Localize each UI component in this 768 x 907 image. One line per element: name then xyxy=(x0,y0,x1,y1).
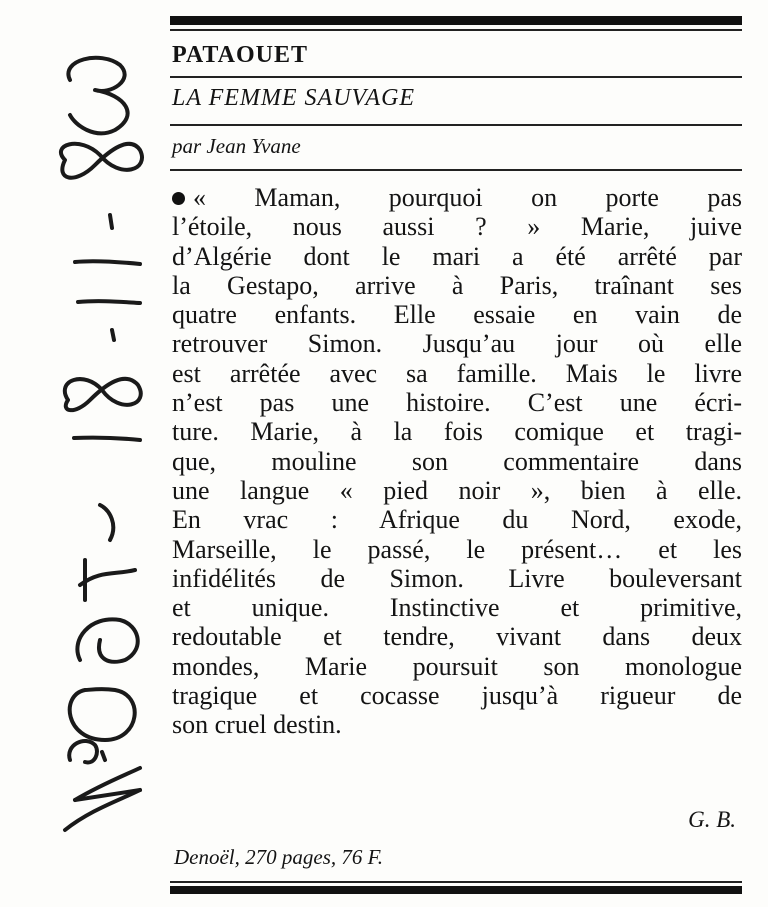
body-line: l’étoile, nous aussi ? » Marie, juive xyxy=(172,212,742,242)
body-line: d’Algérie dont le mari a été arrêté par xyxy=(172,241,742,271)
title-rule xyxy=(170,124,742,126)
body-line: infidélités de Simon. Livre bouleversant xyxy=(172,563,742,593)
body-line: En vrac : Afrique du Nord, exode, xyxy=(172,505,742,535)
body-line: la Gestapo, arrive à Paris, traînant ses xyxy=(172,270,742,300)
body-line: Marseille, le passé, le présent… et les xyxy=(172,534,742,564)
handwritten-annotation xyxy=(40,40,160,840)
series-label: PATAOUET xyxy=(172,42,309,68)
series-rule xyxy=(170,76,742,78)
body-line: que, mouline son commentaire dans xyxy=(172,446,742,476)
publisher-info: Denoël, 270 pages, 76 F. xyxy=(174,845,384,869)
reviewer-signature: G. B. xyxy=(688,807,736,832)
bullet-icon xyxy=(172,192,185,205)
top-rule xyxy=(170,16,742,25)
top-rule-thin xyxy=(170,29,742,31)
body-line: ture. Marie, à la fois comique et tragi- xyxy=(172,417,742,447)
body-line: retrouver Simon. Jusqu’au jour où elle xyxy=(172,329,742,359)
body-line: tragique et cocasse jusqu’à rigueur de xyxy=(172,681,742,711)
author-rule xyxy=(170,169,742,171)
body-line: son cruel destin. xyxy=(172,710,342,740)
body-line: mondes, Marie poursuit son monologue xyxy=(172,651,742,681)
bottom-rule-thin xyxy=(170,881,742,883)
body-line: et unique. Instinctive et primitive, xyxy=(172,593,742,623)
body-line: n’est pas une histoire. C’est une écri- xyxy=(172,388,742,418)
body-line: redoutable et tendre, vivant dans deux xyxy=(172,622,742,652)
body-line: quatre enfants. Elle essaie en vain de xyxy=(172,300,742,330)
body-line: « Maman, pourquoi on porte pas xyxy=(172,183,742,212)
body-line: est arrêtée avec sa famille. Mais le livre xyxy=(172,358,742,388)
book-author: par Jean Yvane xyxy=(172,134,301,158)
review-body xyxy=(172,183,742,740)
bottom-rule xyxy=(170,886,742,894)
book-title: LA FEMME SAUVAGE xyxy=(172,85,416,111)
body-line: une langue « pied noir », bien à elle. xyxy=(172,475,742,505)
